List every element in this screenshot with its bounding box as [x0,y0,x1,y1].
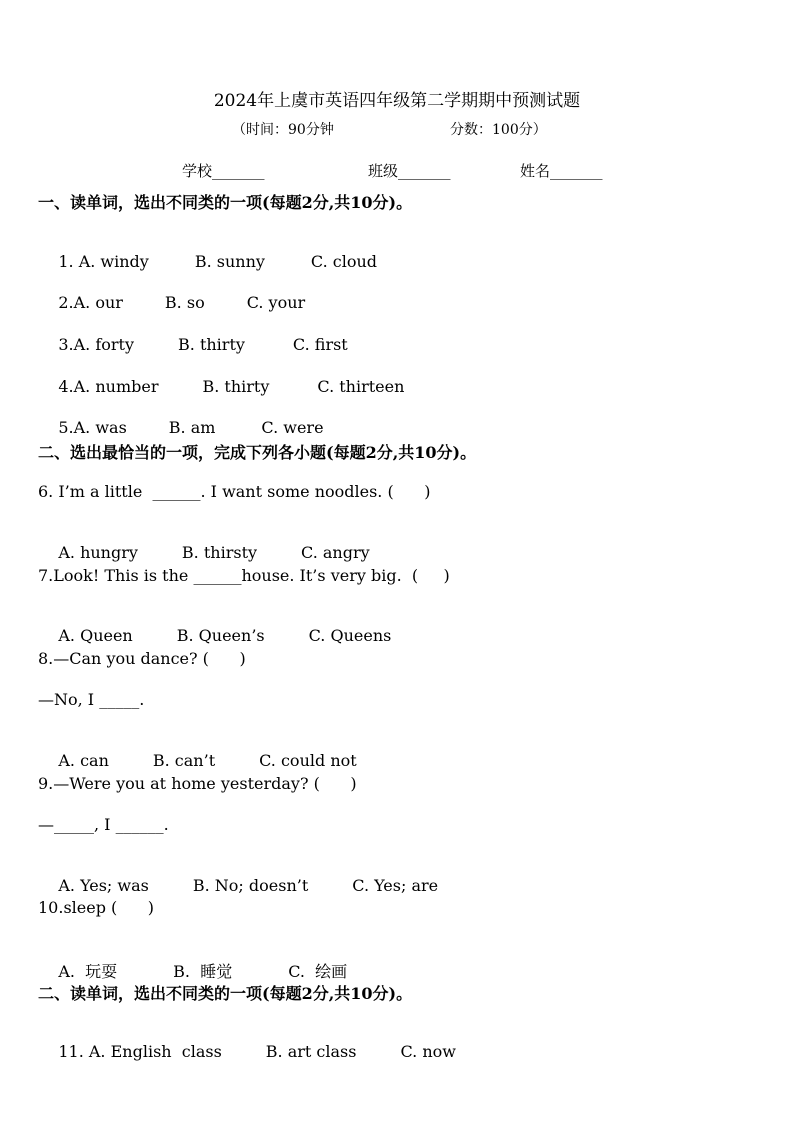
option-c: C. thirteen [317,377,405,396]
class-field: 班级_______ [368,162,451,180]
option-b: B. sunny [194,252,265,271]
option-a: A. Yes; was [58,876,149,895]
option-c: C. Queens [308,626,392,645]
option-a: 2.A. our [58,293,123,312]
option-a: A. 玩耍 [58,962,118,981]
option-c: C. 绘画 [288,962,348,981]
option-b: B. thirsty [181,543,258,562]
option-b: B. Queen’s [176,626,265,645]
name-field: 姓名_______ [520,162,603,180]
section-heading-2: 二、选出最恰当的一项，完成下列各小题(每题2分,共10分)。 [38,443,477,462]
option-b: B. can’t [152,751,216,770]
option-c: C. now [400,1042,456,1061]
question-6-stem: 6. I’m a little ______. I want some noodles. ( ) [38,482,431,501]
option-b: B. thirty [202,377,270,396]
question-8-stem: 8.—Can you dance? ( ) [38,649,246,668]
option-a: A. hungry [58,543,138,562]
option-a: 1. A. windy [58,252,149,271]
exam-title: 2024年上虞市英语四年级第二学期期中预测试题 [213,91,581,111]
option-a: A. can [58,751,109,770]
option-a: 5.A. was [58,418,127,437]
option-a: 4.A. number [58,377,159,396]
section-heading-3: 二、读单词，选出不同类的一项(每题2分,共10分)。 [38,984,413,1003]
option-b: B. thirty [178,335,245,354]
question-10-stem: 10.sleep ( ) [38,898,155,917]
question-7-stem: 7.Look! This is the ______house. It’s very big. ( ) [38,566,450,585]
option-b: B. 睡觉 [173,962,233,981]
option-b: B. am [168,418,216,437]
option-c: C. your [246,293,306,312]
option-c: C. cloud [310,252,378,271]
question-8-reply: —No, I _____. [38,690,145,709]
option-c: C. were [261,418,324,437]
option-c: C. first [292,335,348,354]
option-a: 3.A. forty [58,335,135,354]
section-heading-1: 一、读单词，选出不同类的一项(每题2分,共10分)。 [38,193,413,212]
question-11 [38,1023,456,1080]
option-b: B. art class [265,1042,357,1061]
option-c: C. angry [301,543,370,562]
option-a: A. Queen [58,626,133,645]
exam-score: 分数：100分） [450,122,547,138]
option-b: B. so [164,293,205,312]
exam-time: （时间：90分钟 [232,122,334,138]
option-c: C. could not [259,751,357,770]
option-c: C. Yes; are [352,876,439,895]
question-9-reply: —_____, I ______. [38,815,169,834]
option-a: 11. A. English class [58,1042,222,1061]
question-9-stem: 9.—Were you at home yesterday? ( ) [38,774,357,793]
school-field: 学校_______ [182,162,265,180]
option-b: B. No; doesn’t [192,876,309,895]
